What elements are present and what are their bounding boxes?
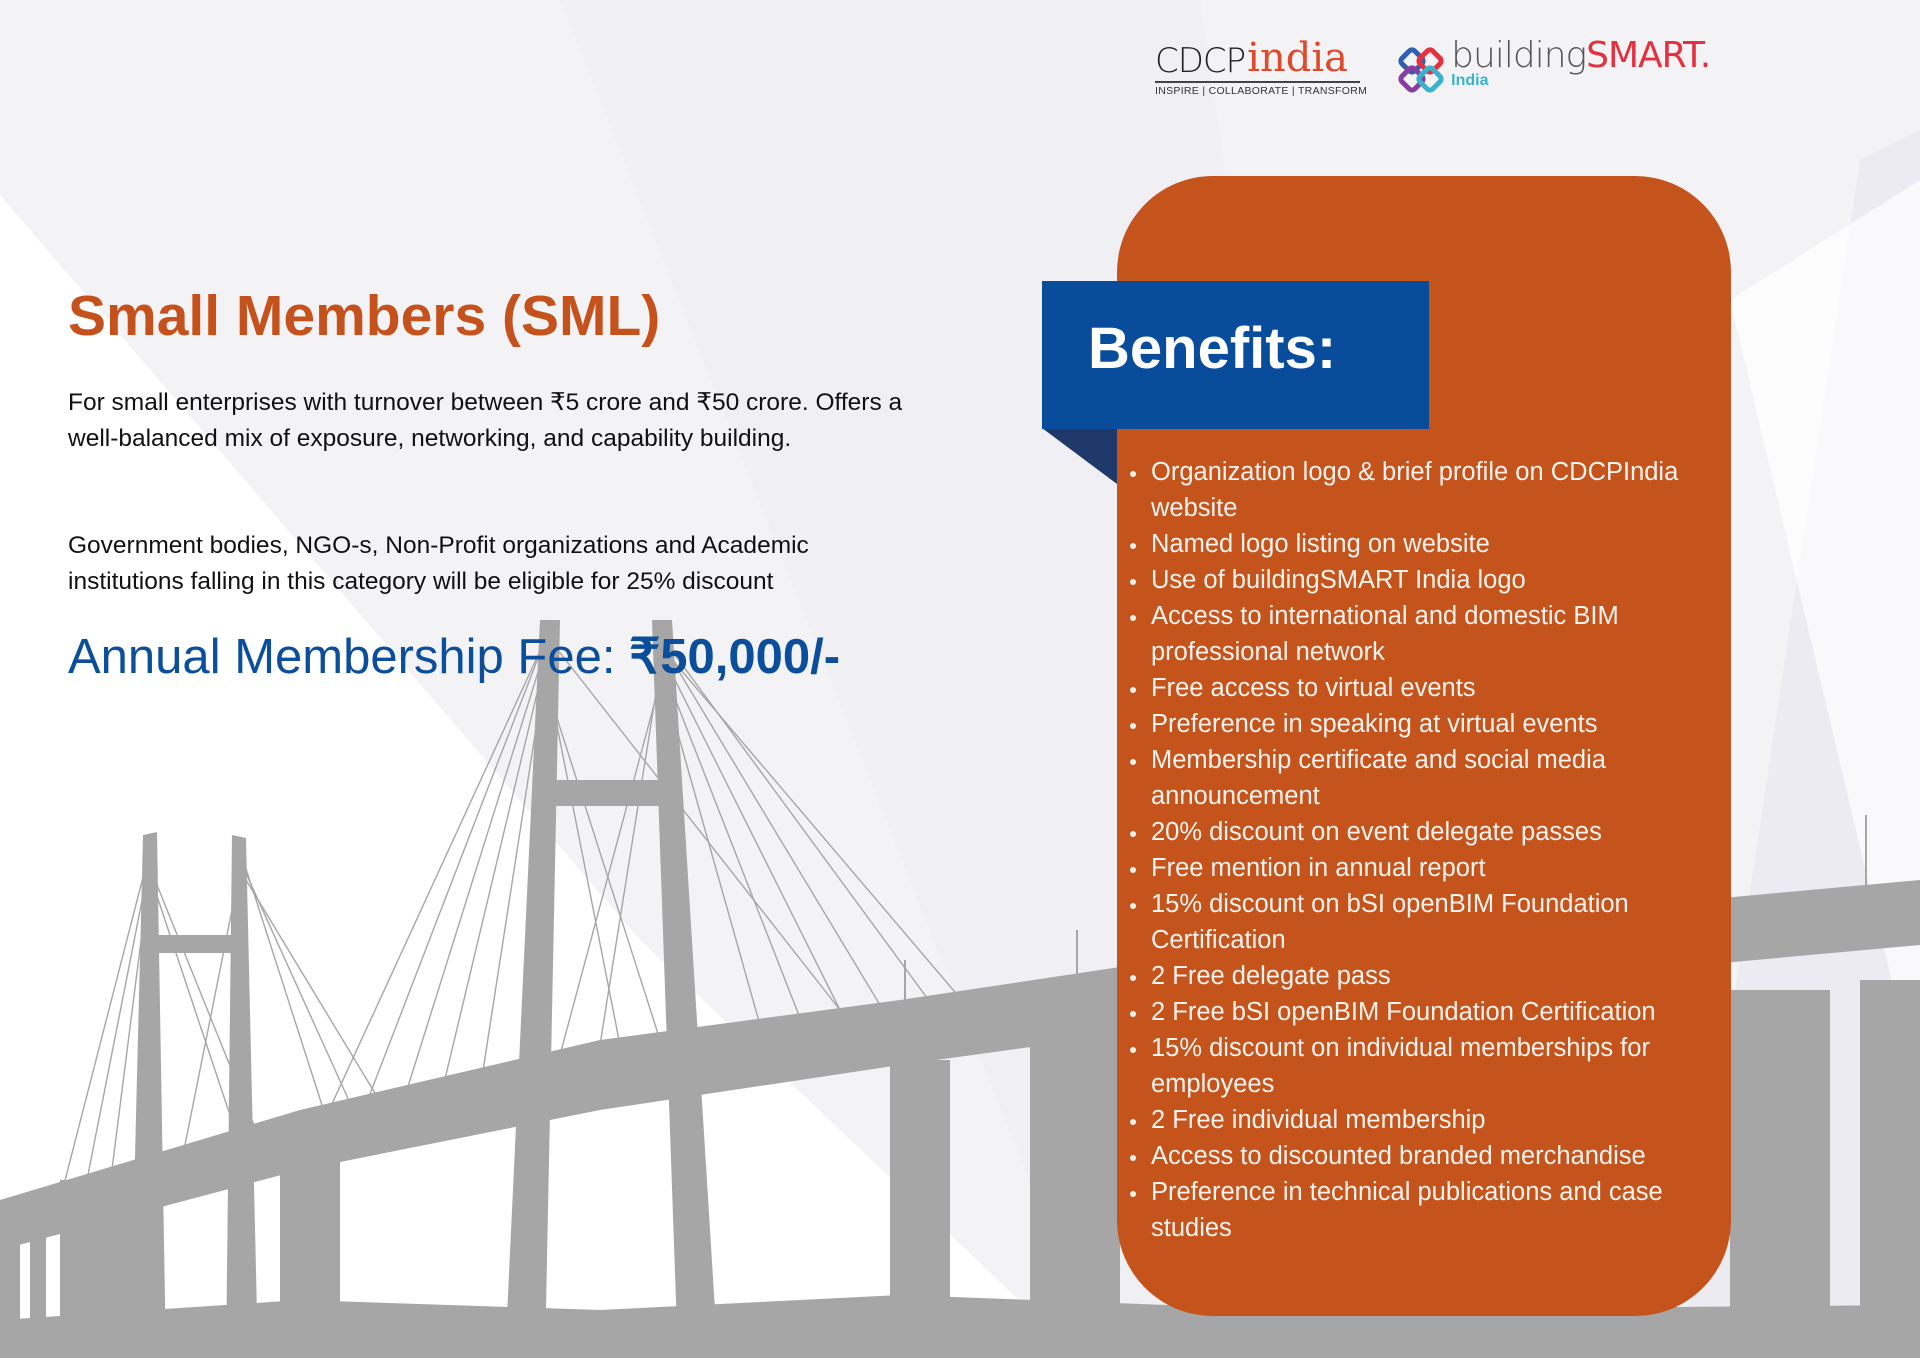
buildingsmart-logo-sub: India — [1451, 72, 1489, 89]
benefit-item: Named logo listing on website — [1130, 526, 1730, 562]
interlocking-squares-icon — [1397, 46, 1449, 98]
benefit-item: 20% discount on event delegate passes — [1130, 814, 1730, 850]
benefit-item: Free access to virtual events — [1130, 670, 1730, 706]
benefits-header-tab — [1042, 281, 1429, 429]
benefit-item: 2 Free individual membership — [1130, 1102, 1730, 1138]
buildingsmart-logo-accent: SMART. — [1586, 35, 1711, 76]
benefits-list — [1130, 454, 1730, 1246]
header-logos — [1155, 35, 1711, 98]
benefit-item: Preference in technical publications and case studies — [1130, 1174, 1730, 1246]
benefits-title: Benefits: — [1088, 316, 1337, 381]
cdcp-logo-accent: india — [1247, 35, 1348, 81]
benefit-item: Access to international and domestic BIM professional network — [1130, 598, 1730, 670]
benefit-item: 2 Free delegate pass — [1130, 958, 1730, 994]
buildingsmart-logo-text: building — [1451, 35, 1587, 76]
benefits-tab-fold — [1042, 428, 1117, 484]
benefit-item: Preference in speaking at virtual events — [1130, 706, 1730, 742]
benefit-item: Membership certificate and social media announcement — [1130, 742, 1730, 814]
membership-description: For small enterprises with turnover between ₹5 crore and ₹50 crore. Offers a well-balanced mix of exposure, networking, and capability building. — [68, 389, 903, 452]
cdcp-logo-text: CDCP — [1155, 41, 1246, 81]
page-title: Small Members (SML) — [68, 284, 661, 348]
benefit-item: Use of buildingSMART India logo — [1130, 562, 1730, 598]
benefit-item: 15% discount on individual memberships for employees — [1130, 1030, 1730, 1102]
annual-fee — [68, 628, 840, 685]
benefit-item: Access to discounted branded merchandise — [1130, 1138, 1730, 1174]
logo-divider — [1155, 81, 1360, 83]
benefit-item: Organization logo & brief profile on CDCPIndia website — [1130, 454, 1730, 526]
cdcp-india-logo — [1155, 35, 1368, 97]
cdcp-tagline: INSPIRE | COLLABORATE | TRANSFORM — [1155, 85, 1368, 97]
buildingsmart-india-logo — [1397, 35, 1711, 98]
discount-note: Government bodies, NGO-s, Non-Profit organizations and Academic institutions falling in this category will be eligible for 25% discount — [68, 532, 809, 595]
benefit-item: Free mention in annual report — [1130, 850, 1730, 886]
fee-label: Annual Membership Fee: — [68, 630, 630, 684]
benefit-item: 2 Free bSI openBIM Foundation Certification — [1130, 994, 1730, 1030]
fee-value: ₹50,000/- — [629, 630, 841, 684]
benefit-item: 15% discount on bSI openBIM Foundation Certification — [1130, 886, 1730, 958]
